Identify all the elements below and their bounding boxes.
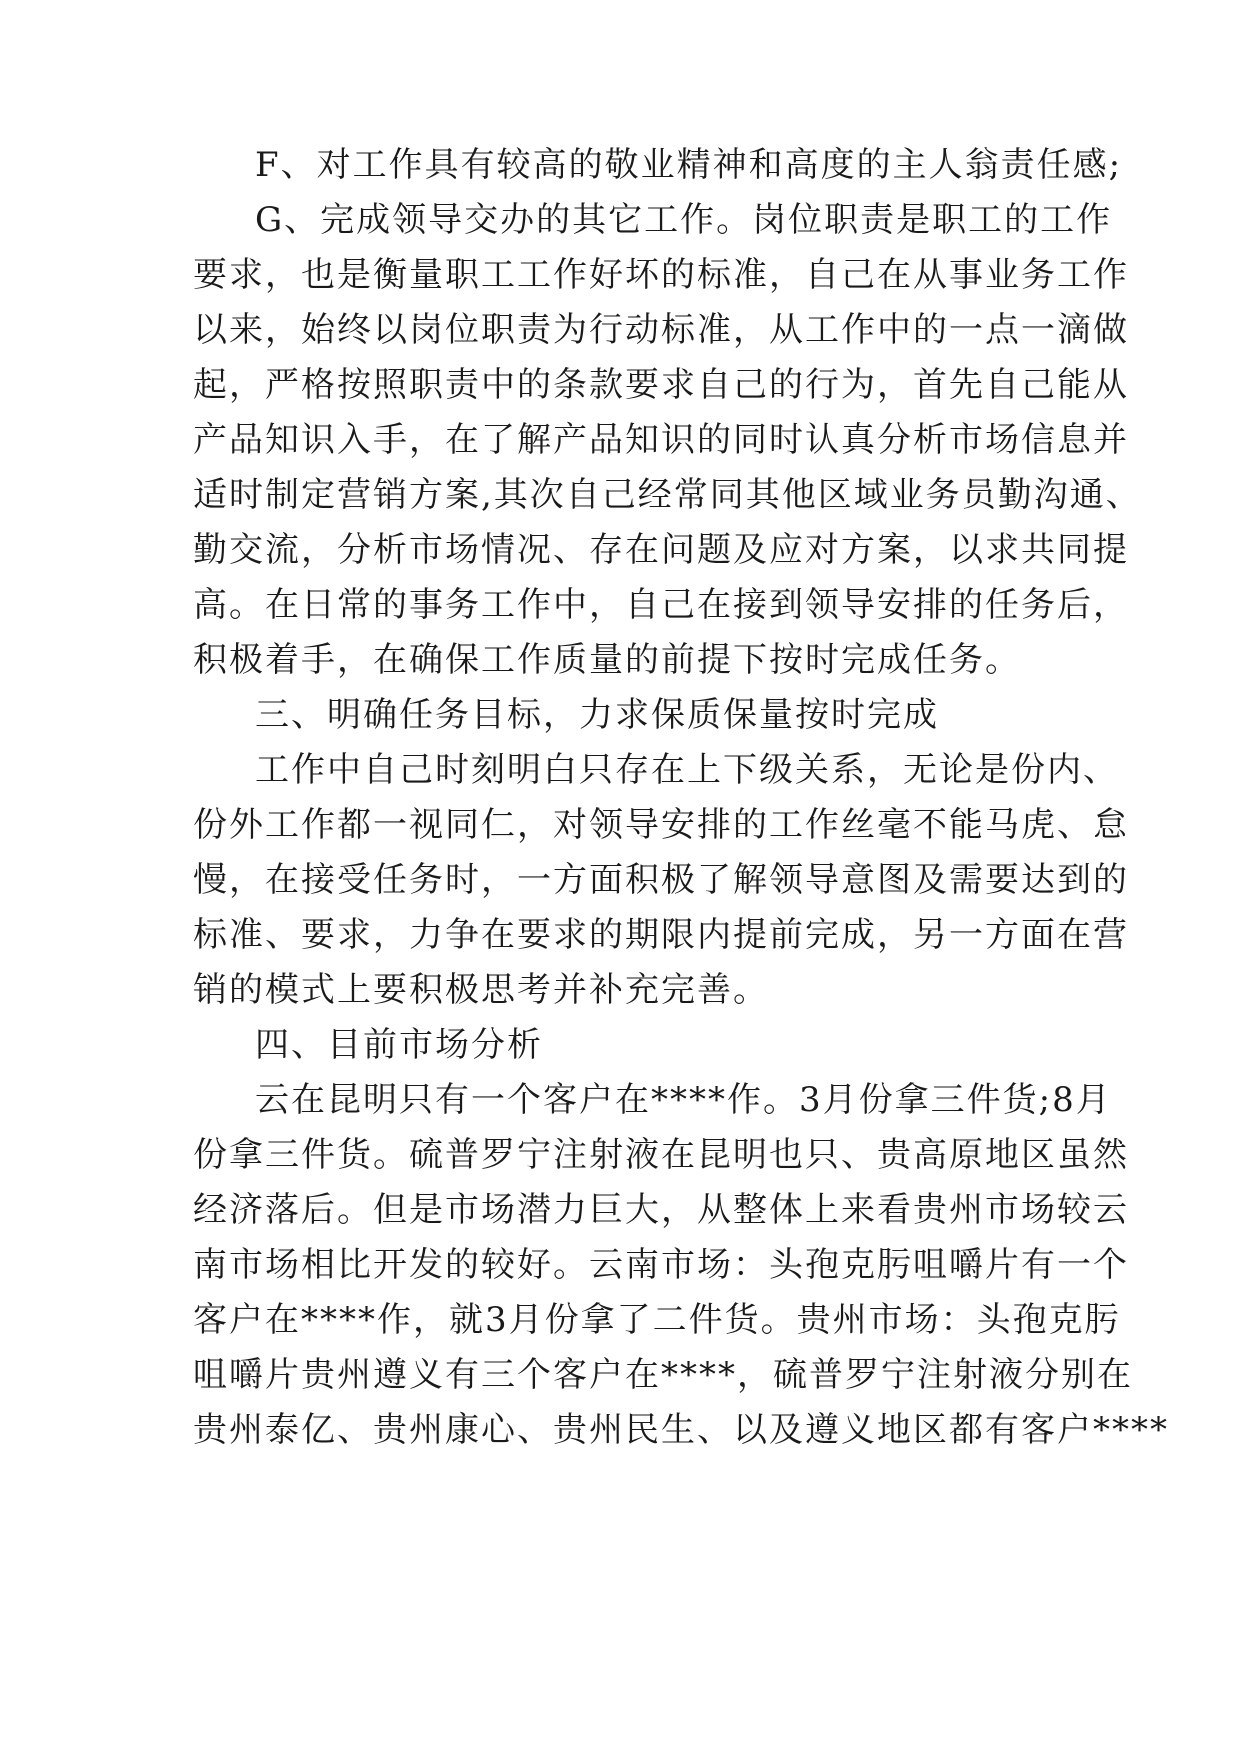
paragraph-text: 销的模式上要积极思考并补充完善。 [193,970,769,1010]
section-heading-text: 三、明确任务目标，力求保质保量按时完成 [255,695,939,735]
paragraph-text: 要求，也是衡量职工工作好坏的标准，自己在从事业务工作 [193,255,1129,295]
paragraph-text: G、完成领导交办的其它工作。岗位职责是职工的工作 [255,200,1113,240]
paragraph-text: 工作中自己时刻明白只存在上下级关系，无论是份内、 [255,750,1119,790]
paragraph-text: 经济落后。但是市场潜力巨大，从整体上来看贵州市场较云 [193,1190,1129,1230]
paragraph-text: 勤交流，分析市场情况、存在问题及应对方案，以求共同提 [193,530,1129,570]
paragraph-text: 客户在****作，就3月份拿了二件货。贵州市场：头孢克肟 [193,1300,1121,1340]
paragraph-text: 积极着手，在确保工作质量的前提下按时完成任务。 [193,640,1021,680]
paragraph-text: 南市场相比开发的较好。云南市场：头孢克肟咀嚼片有一个 [193,1245,1129,1285]
paragraph-text: 高。在日常的事务工作中，自己在接到领导安排的任务后， [193,585,1129,625]
paragraph-text: 以来，始终以岗位职责为行动标准，从工作中的一点一滴做 [193,310,1129,350]
paragraph-text: 慢，在接受任务时，一方面积极了解领导意图及需要达到的 [193,860,1129,900]
paragraph-text: 咀嚼片贵州遵义有三个客户在****，硫普罗宁注射液分别在 [193,1355,1133,1395]
paragraph-text: 起，严格按照职责中的条款要求自己的行为，首先自己能从 [193,365,1129,405]
paragraph-text: 份拿三件货。硫普罗宁注射液在昆明也只、贵高原地区虽然 [193,1135,1129,1175]
paragraph-text: F、对工作具有较高的敬业精神和高度的主人翁责任感; [255,145,1123,185]
paragraph-text: 产品知识入手，在了解产品知识的同时认真分析市场信息并 [193,420,1129,460]
paragraph-text: 适时制定营销方案,其次自己经常同其他区域业务员勤沟通、 [193,475,1142,515]
paragraph-text: 标准、要求，力争在要求的期限内提前完成，另一方面在营 [193,915,1129,955]
paragraph-text: 贵州泰亿、贵州康心、贵州民生、以及遵义地区都有客户**** [193,1410,1169,1450]
section-heading-text: 四、目前市场分析 [255,1025,543,1065]
paragraph-text: 份外工作都一视同仁，对领导安排的工作丝毫不能马虎、怠 [193,805,1129,845]
paragraph-text: 云在昆明只有一个客户在****作。3月份拿三件货;8月 [255,1080,1112,1120]
